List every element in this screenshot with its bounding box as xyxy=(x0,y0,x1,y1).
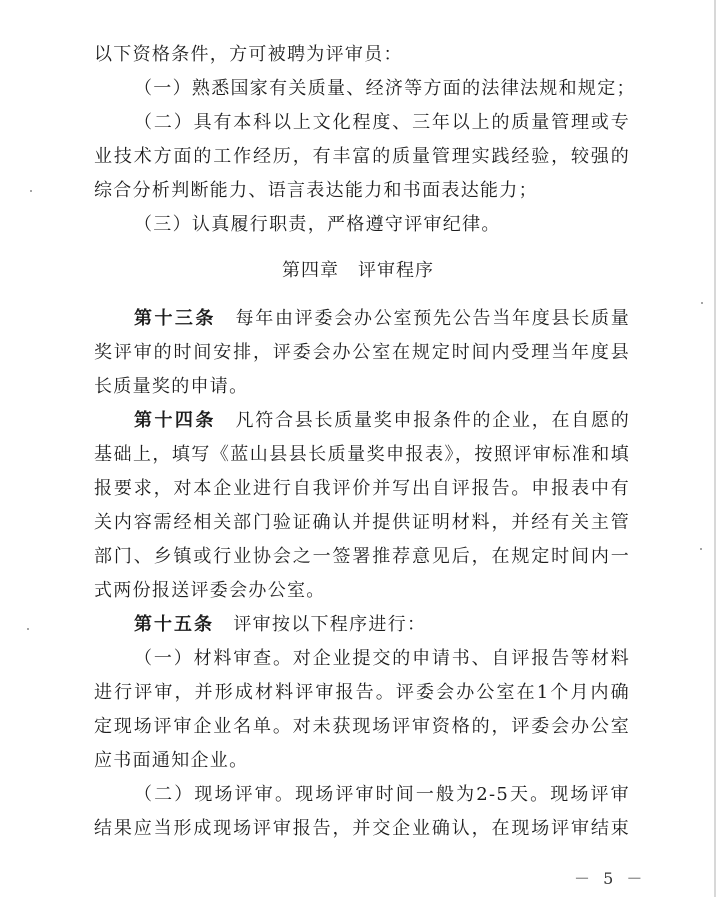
scan-speck xyxy=(27,628,29,630)
article-13-text: 每年由评委会办公室预先公告当年度县长质量 xyxy=(235,308,630,329)
article-15-label: 第十五条 xyxy=(134,614,214,635)
text-line-6: （三）认真履行职责，严格遵守评审纪律。 xyxy=(134,214,501,235)
text-line-4: 业技术方面的工作经历，有丰富的质量管理实践经验，较强的 xyxy=(94,146,630,167)
text-line-2: （一）熟悉国家有关质量、经济等方面的法律法规和规定； xyxy=(134,78,636,99)
scan-speck xyxy=(701,302,703,304)
text-line-13: 报要求，对本企业进行自我评价并写出自评报告。申报表中有 xyxy=(94,478,630,499)
text-line-5: 综合分析判断能力、语言表达能力和书面表达能力； xyxy=(94,180,538,201)
text-line-20: 定现场评审企业名单。对未获现场评审资格的，评委会办公室 xyxy=(94,716,630,737)
scan-speck xyxy=(30,190,32,192)
article-15-text: 评审按以下程序进行： xyxy=(233,614,427,635)
article-15-line-1 xyxy=(134,608,630,642)
article-13-line-1 xyxy=(134,302,630,336)
article-13-label: 第十三条 xyxy=(134,308,216,329)
text-line-18: （一）材料审查。对企业提交的申请书、自评报告等材料 xyxy=(134,648,630,669)
page-number: － 5 － xyxy=(574,869,647,888)
chapter-heading: 第四章 评审程序 xyxy=(282,260,434,281)
text-line-10: 长质量奖的申请。 xyxy=(94,376,249,397)
text-line-9: 奖评审的时间安排，评委会办公室在规定时间内受理当年度县 xyxy=(94,342,630,363)
article-14-text: 凡符合县长质量奖申报条件的企业，在自愿的 xyxy=(235,410,630,431)
text-line-16: 式两份报送评委会办公室。 xyxy=(94,580,326,601)
text-line-12: 基础上，填写《蓝山县县长质量奖申报表》，按照评审标准和填 xyxy=(94,444,630,465)
text-line-14: 关内容需经相关部门验证确认并提供证明材料，并经有关主管 xyxy=(94,512,630,533)
text-line-15: 部门、乡镇或行业协会之一签署推荐意见后，在规定时间内一 xyxy=(94,546,630,567)
text-line-22: （二）现场评审。现场评审时间一般为2-5天。现场评审 xyxy=(134,784,630,805)
article-14-line-1 xyxy=(134,404,630,438)
text-line-23: 结果应当形成现场评审报告，并交企业确认，在现场评审结束 xyxy=(94,818,630,839)
article-14-label: 第十四条 xyxy=(134,410,216,431)
text-line-19: 进行评审，并形成材料评审报告。评委会办公室在1个月内确 xyxy=(94,682,630,703)
text-line-1: 以下资格条件，方可被聘为评审员： xyxy=(94,44,403,65)
text-line-3: （二）具有本科以上文化程度、三年以上的质量管理或专 xyxy=(134,112,630,133)
text-line-21: 应书面通知企业。 xyxy=(94,750,249,771)
scan-speck xyxy=(700,548,702,550)
